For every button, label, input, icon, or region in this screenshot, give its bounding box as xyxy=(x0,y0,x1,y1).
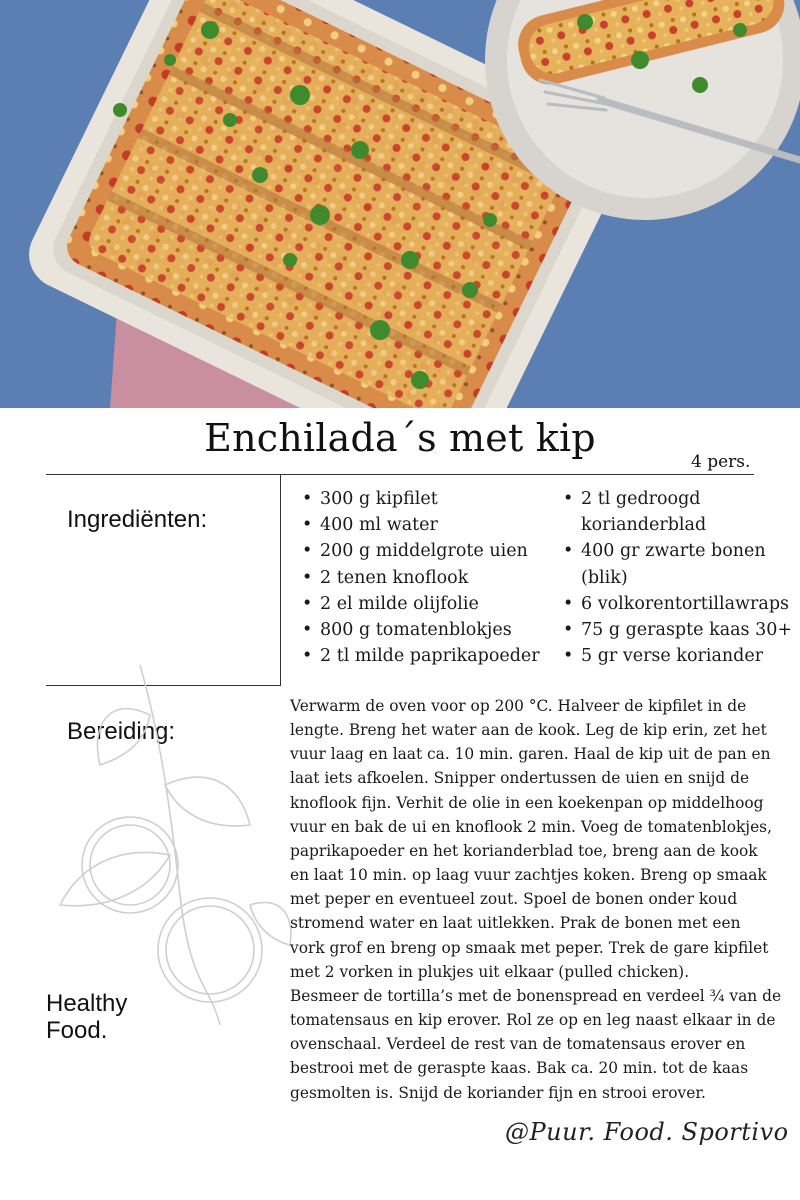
servings-label: 4 pers. xyxy=(691,452,751,472)
ingredient-item: • 300 g kipfilet xyxy=(300,486,550,512)
ingredients-list-right xyxy=(561,486,793,669)
healthy-food-tagline xyxy=(46,990,127,1044)
ingredient-item: • 2 tl gedroogd korianderblad xyxy=(561,486,793,538)
preparation-line: laat iets afkoelen. Snipper ondertussen de uien en snijd de xyxy=(290,769,750,788)
ingredient-item: • 400 ml water xyxy=(300,512,550,538)
preparation-line: paprikapoeder en het korianderblad toe, breng aan de kook xyxy=(290,841,758,860)
citrus-sketch-illustration xyxy=(20,655,310,1035)
ingredients-list-left xyxy=(300,486,550,669)
ingredient-item: • 400 gr zwarte bonen (blik) xyxy=(561,538,793,590)
tagline-line: Food. xyxy=(46,1017,108,1044)
enchilada-dish-illustration xyxy=(0,0,800,408)
recipe-title: Enchilada´s met kip xyxy=(204,416,596,460)
ingredients-heading: Ingrediënten: xyxy=(67,506,208,533)
ingredient-item: • 2 el milde olijfolie xyxy=(300,591,550,617)
ingredient-item: • 6 volkorentortillawraps xyxy=(561,591,793,617)
preparation-line: bestrooi met de geraspte kaas. Bak ca. 20 min. tot de kaas xyxy=(290,1059,749,1078)
preparation-line: tomatensaus en kip erover. Rol ze op en leg naast elkaar in de xyxy=(290,1011,776,1030)
ingredient-item: • 2 tenen knoflook xyxy=(300,565,550,591)
preparation-line: stromend water en laat uitlekken. Prak de bonen met een xyxy=(290,914,741,933)
ingredient-item: • 5 gr verse koriander xyxy=(561,643,793,669)
preparation-line: vuur en bak de ui en knoflook 2 min. Voeg de tomatenblokjes, xyxy=(290,817,772,836)
preparation-line: en laat 10 min. op laag vuur zachtjes koken. Breng op smaak xyxy=(290,866,767,885)
ingredient-item: • 2 tl milde paprikapoeder xyxy=(300,643,550,669)
ingredient-item: • 75 g geraspte kaas 30+ xyxy=(561,617,793,643)
preparation-line: Besmeer de tortilla’s met de bonenspread en verdeel ¾ van de xyxy=(290,986,782,1005)
preparation-text xyxy=(290,694,790,1105)
preparation-line: vuur laag en laat ca. 10 min. garen. Haal de kip uit de pan en xyxy=(290,745,771,764)
tagline-line: Healthy xyxy=(46,990,128,1017)
hero-photo xyxy=(0,0,800,408)
title-divider xyxy=(46,474,754,475)
preparation-line: lengte. Breng het water aan de kook. Leg de kip erin, zet het xyxy=(290,721,767,740)
ingredient-item: • 800 g tomatenblokjes xyxy=(300,617,550,643)
preparation-line: vork grof en breng op smaak met peper. Trek de gare kipfilet xyxy=(290,938,769,957)
preparation-line: ovenschaal. Verdeel de rest van de tomatensaus erover en xyxy=(290,1035,746,1054)
preparation-line: knoflook fijn. Verhit de olie in een koekenpan op middelhoog xyxy=(290,793,764,812)
preparation-line: Verwarm de oven voor op 200 °C. Halveer de kipfilet in de xyxy=(290,697,747,715)
preparation-line: met 2 vorken in plukjes uit elkaar (pulled chicken). xyxy=(290,962,690,981)
author-signature: @Puur. Food. Sportivo xyxy=(505,1118,789,1146)
preparation-line: met peper en eventueel zout. Spoel de bonen onder koud xyxy=(290,890,738,909)
preparation-heading: Bereiding: xyxy=(67,718,176,745)
ingredient-item: • 200 g middelgrote uien xyxy=(300,538,550,564)
preparation-line: gesmolten is. Snijd de koriander fijn en strooi erover. xyxy=(290,1083,706,1102)
